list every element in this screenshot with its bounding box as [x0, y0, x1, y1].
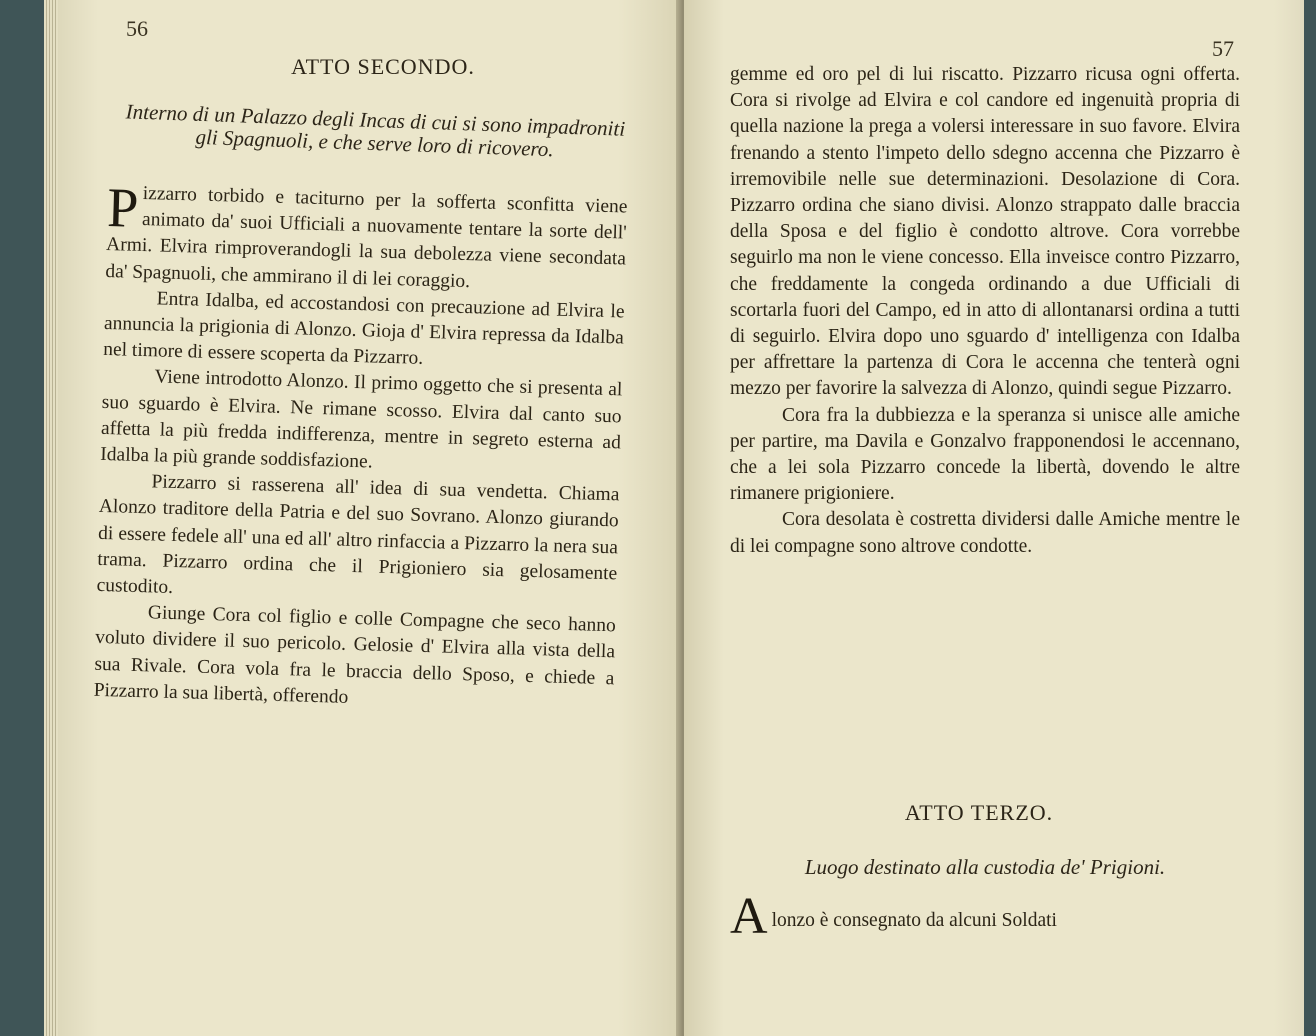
left-paragraph-3: Viene introdotto Alonzo. Il primo oggetto che si presenta al suo sguardo è Elvira. Ne rimane scosso. Elvira dal canto suo affetta la più fredda indifferenza, mentre in segreto esterna ad Idalba la più grande soddisfazione. — [100, 366, 623, 473]
left-body — [93, 177, 628, 718]
right-body — [730, 62, 1240, 560]
left-page-number: 56 — [126, 16, 148, 41]
right-scene-description: Luogo destinato alla custodia de' Prigioni. — [804, 855, 1166, 879]
right-last-line — [730, 888, 1240, 945]
left-paragraph-1 — [105, 177, 628, 299]
left-paragraph-5: Giunge Cora col figlio e colle Compagne che seco hanno voluto dividere il suo pericolo. Gelosie d' Elvira alla vista della sua Rivale. Cora vola fra le braccia dello Sposo, e chiede a Pizzarro la sua libertà, offerendo — [93, 602, 617, 708]
right-last-line-text: lonzo è consegnato da alcuni Soldati — [771, 910, 1057, 931]
left-drop-cap: P — [106, 177, 140, 240]
left-act-title: ATTO SECONDO. — [291, 54, 475, 79]
left-paragraph-4: Pizzarro si rasserena all' idea di sua vendetta. Chiama Alonzo traditore della Patria e del suo Sovrano. Alonzo giurando di essere fedele all' una ed all' altro rinfaccia a Pizzarro la nera sua trama. Pizzarro ordina che il Prigioniero sia gelosamente custodito. — [96, 471, 620, 599]
left-scene-description: Interno di un Palazzo degli Incas di cui si sono impadroniti gli Spagnuoli, e che serve loro di ricovero. — [125, 99, 626, 162]
left-paragraph-2: Entra Idalba, ed accostandosi con precauzione ad Elvira le annuncia la prigionia di Alonzo. Gioja d' Elvira repressa da Idalba nel timore di essere scoperta da Pizzarro. — [102, 288, 625, 370]
left-page — [58, 0, 682, 1036]
right-paragraph-2: Cora fra la dubbiezza e la speranza si unisce alle amiche per partire, ma Davila e Gonzalvo frapponendosi le accennano, che a lei sola Pizzarro concede la libertà, dovendo le altre rimanere prigioniere. — [730, 404, 1240, 505]
right-paragraph-3: Cora desolata è costretta dividersi dalle Amiche mentre le di lei compagne sono altrove condotte. — [730, 509, 1240, 557]
right-page — [684, 0, 1304, 1036]
right-drop-cap: A — [730, 888, 768, 945]
right-act-title: ATTO TERZO. — [904, 800, 1054, 825]
right-page-number: 57 — [1212, 36, 1234, 61]
left-paragraph-1-text: izzarro torbido e taciturno per la sofferta sconfitta viene animato da' suoi Ufficiali a nuovamente tentare la sorte dell' Armi. Elvira rimproverandogli la sua debolezza viene secondata da' Spagnuoli, che ammirano il di lei coraggio. — [105, 182, 628, 292]
right-paragraph-1: gemme ed oro pel di lui riscatto. Pizzarro ricusa ogni offerta. Cora si rivolge ad Elvira e col candore ed ingenuità propria di quella nazione la prega a volersi interessare in suo favore. Elvira frenando a stento l'impeto dello sdegno accenna che Pizzarro è irremovibile nelle sue determinazioni. Desolazione di Cora. Pizzarro ordina che siano divisi. Alonzo strappato dalle braccia della Sposa e del figlio è condotto altrove. Cora vorrebbe seguirlo ma non le viene concesso. Ella inveisce contro Pizzarro, che freddamente la congeda ordinando a due Ufficiali di scortarla fuori del Campo, ed in atto di allontanarsi ordina a tutti di seguirlo. Elvira dopo uno sguardo d' intelligenza con Idalba per affrettare la partenza di Cora le accenna che tenterà ogni mezzo per favorire la salvezza di Alonzo, quindi segue Pizzarro. — [730, 64, 1240, 400]
